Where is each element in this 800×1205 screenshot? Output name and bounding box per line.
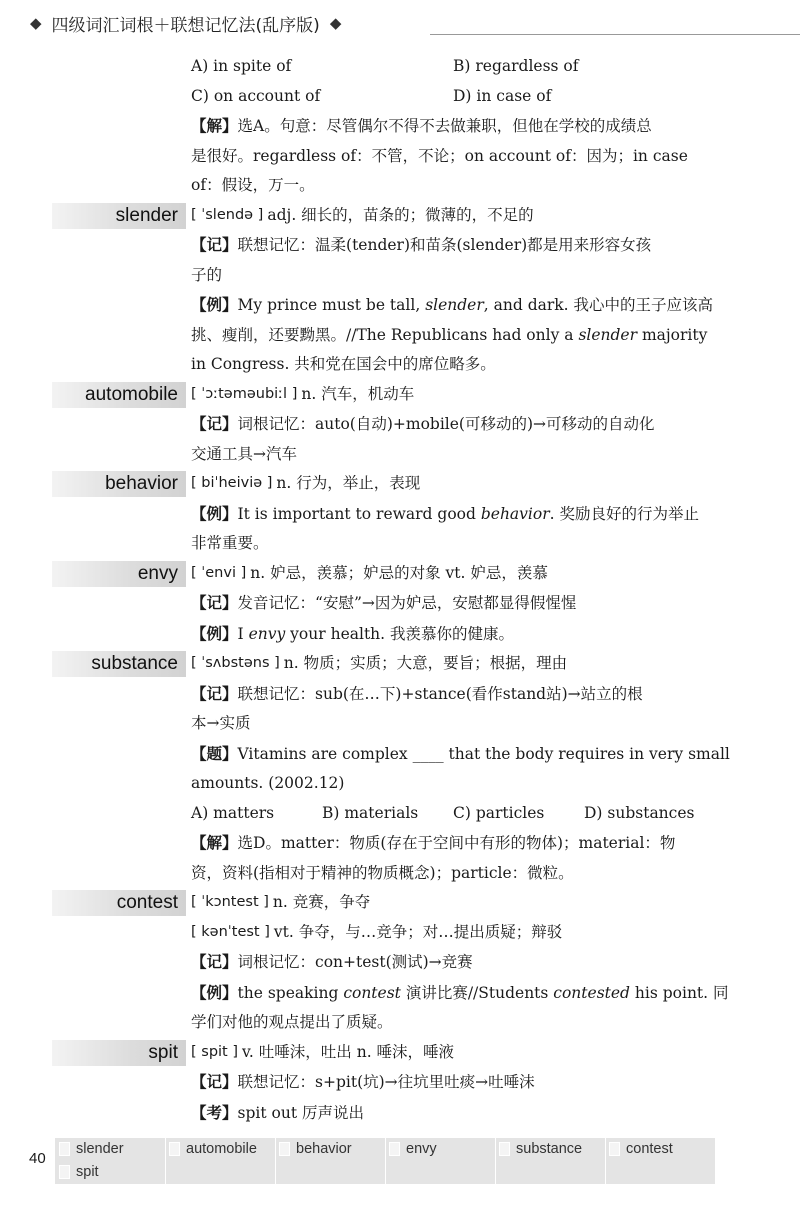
example-line: 非常重要。	[191, 534, 269, 552]
definition-line: [ biˈheiviə ] n. 行为，举止，表现	[191, 474, 421, 492]
definition-line: [ ˈslendə ] adj. 细长的，苗条的；微薄的，不足的	[191, 205, 534, 224]
example-line: 【例】I envy your health. 我羡慕你的健康。	[191, 623, 515, 643]
checkbox-icon[interactable]	[499, 1142, 510, 1156]
option: A) in spite of	[191, 57, 292, 75]
explanation-line: of：假设，万一。	[191, 176, 315, 194]
example-line: 挑、瘦削，还要黝黑。//The Republicans had only a slender majority	[191, 325, 708, 344]
example-line: 【例】It is important to reward good behavior. 奖励良好的行为举止	[191, 503, 699, 523]
option: D) in case of	[453, 86, 552, 105]
checkbox-icon[interactable]	[279, 1142, 290, 1156]
option: D) substances	[584, 803, 695, 822]
checkbox-icon[interactable]	[389, 1142, 400, 1156]
review-item[interactable]: behavior	[279, 1138, 352, 1160]
memory-line: 【记】发音记忆：“安慰”→因为妒忌，安慰都显得假惺惺	[191, 593, 577, 612]
entry-substance	[0, 649, 800, 888]
memory-line: 交通工具→汽车	[191, 444, 297, 463]
entry-slender	[0, 201, 800, 380]
review-item[interactable]: spit	[59, 1161, 99, 1183]
example-line: 【例】the speaking contest 演讲比赛//Students contested his point. 同	[191, 982, 729, 1002]
example-line: 学们对他的观点提出了质疑。	[191, 1013, 393, 1031]
entry-spit	[0, 1038, 800, 1129]
headword: behavior	[105, 473, 178, 494]
page-body	[0, 52, 800, 1128]
example-line: in Congress. 共和党在国会中的席位略多。	[191, 355, 496, 373]
divider	[385, 1138, 386, 1184]
headword: envy	[137, 562, 178, 584]
memory-line: 子的	[191, 265, 223, 284]
definition-line: [ ˈɔːtəməubiːl ] n. 汽车，机动车	[191, 384, 415, 403]
option: C) on account of	[191, 86, 321, 105]
entry-automobile	[0, 380, 800, 470]
book-title: 四级词汇词根＋联想记忆法(乱序版)	[51, 15, 320, 36]
headword-bar	[52, 203, 186, 229]
definition-line: [ ˈkɔntest ] n. 竞赛，争夺	[191, 893, 371, 911]
exam-line: 【考】spit out 厉声说出	[191, 1102, 364, 1122]
divider	[605, 1138, 606, 1184]
memory-line: 【记】联想记忆：s+pit(坑)→往坑里吐痰→吐唾沫	[191, 1072, 535, 1091]
memory-line: 【记】联想记忆：sub(在…下)+stance(看作stand站)→站立的根	[191, 683, 643, 703]
headword: substance	[91, 653, 178, 674]
explanation-line: 是很好。regardless of：不管，不论；on account of：因为；in case	[191, 146, 688, 165]
headword-bar	[52, 651, 186, 677]
definition-line: [ kənˈtest ] vt. 争夺，与…竞争；对…提出质疑；辩驳	[191, 922, 563, 941]
explanation-line: 【解】选A。句意：尽管偶尔不得不去做兼职，但他在学校的成绩总	[191, 116, 652, 135]
memory-line: 【记】词根记忆：con+test(测试)→竞赛	[191, 952, 473, 971]
review-item[interactable]: substance	[499, 1138, 582, 1160]
headword: slender	[115, 204, 178, 226]
checkbox-icon[interactable]	[59, 1142, 70, 1156]
option: A) matters	[191, 803, 275, 822]
headword-bar	[52, 1040, 186, 1066]
explanation-line: 【解】选D。matter：物质(存在于空间中有形的物体)；material：物	[191, 833, 676, 852]
checkbox-icon[interactable]	[169, 1142, 180, 1156]
headword-bar	[52, 890, 186, 916]
memory-line: 【记】词根记忆：auto(自动)+mobile(可移动的)→可移动的自动化	[191, 414, 655, 433]
option: B) regardless of	[453, 57, 579, 75]
entry-behavior	[0, 469, 800, 559]
review-item[interactable]: automobile	[169, 1138, 257, 1160]
headword: automobile	[85, 383, 178, 405]
explanation-line: 资，资料(指相对于精神的物质概念)；particle：微粒。	[191, 863, 574, 882]
headword-bar	[52, 382, 186, 408]
question-line: amounts. (2002.12)	[191, 774, 345, 792]
memory-line: 【记】联想记忆：温柔(tender)和苗条(slender)都是用来形容女孩	[191, 235, 652, 254]
divider	[275, 1138, 276, 1184]
memory-line: 本→实质	[191, 714, 251, 732]
option: C) particles	[453, 803, 545, 822]
page-header	[30, 10, 341, 36]
definition-line: [ ˈenvi ] n. 妒忌，羡慕；妒忌的对象 vt. 妒忌，羡慕	[191, 563, 548, 582]
checkbox-icon[interactable]	[59, 1165, 70, 1179]
header-divider	[430, 34, 800, 35]
review-item[interactable]: slender	[59, 1138, 124, 1160]
definition-line: [ ˈsʌbstəns ] n. 物质；实质；大意，要旨；根据，理由	[191, 654, 568, 672]
review-checklist	[55, 1138, 715, 1184]
question-line: 【题】Vitamins are complex ____ that the body requires in very small	[191, 743, 730, 763]
divider	[495, 1138, 496, 1184]
headword: spit	[148, 1041, 178, 1063]
diamond-icon: ◆	[329, 14, 342, 32]
diamond-icon: ◆	[30, 14, 42, 32]
headword-bar	[52, 561, 186, 587]
checkbox-icon[interactable]	[609, 1142, 620, 1156]
review-item[interactable]: envy	[389, 1138, 437, 1160]
example-line: 【例】My prince must be tall, slender, and dark. 我心中的王子应该高	[191, 295, 714, 314]
headword-bar	[52, 471, 186, 497]
review-item[interactable]: contest	[609, 1138, 673, 1160]
divider	[165, 1138, 166, 1184]
entry-contest	[0, 888, 800, 1038]
entry-envy	[0, 559, 800, 650]
definition-line: [ spit ] v. 吐唾沫，吐出 n. 唾沫，唾液	[191, 1042, 455, 1061]
options-row	[191, 82, 721, 112]
options-row	[191, 799, 721, 829]
options-row	[191, 52, 721, 82]
headword: contest	[116, 892, 178, 913]
page-number: 40	[29, 1150, 46, 1167]
page-footer	[0, 1138, 800, 1188]
option: B) materials	[322, 803, 419, 822]
